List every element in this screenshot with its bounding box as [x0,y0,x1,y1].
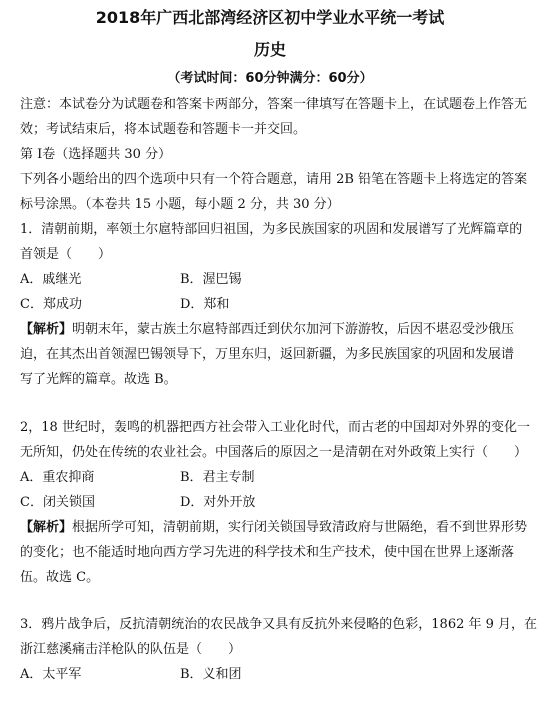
option-b: B．渥巴锡 [180,272,242,287]
exam-info: （考试时间：60分钟满分：60分） [167,71,373,86]
option-a: A．重农抑商 [20,470,95,485]
option-c: C．闭关锁国 [20,495,95,510]
section-instruction: 标号涂黑。（本卷共 15 小题，每小题 2 分，共 30 分） [20,197,340,212]
option-a: A．戚继光 [20,272,82,287]
analysis-label: 【解析】 [20,520,73,535]
option-d: D．郑和 [180,297,230,312]
section-title: 第 Ⅰ卷（选择题共 30 分） [20,147,172,162]
analysis-line [20,322,514,338]
option-d: D．对外开放 [180,495,256,510]
option-b: B．义和团 [180,667,242,682]
question-stem: 无所知，仍处在传统的农业社会。中国落后的原因之一是清朝在对外政策上实行（ ） [20,445,528,460]
question-stem: 2，18 世纪时，轰鸣的机器把西方社会带入工业化时代，而古老的中国却对外界的变化一 [20,420,530,435]
subject-title: 历史 [253,40,286,59]
section-instruction: 下列各小题给出的四个选项中只有一个符合题意，请用 2B 铅笔在答题卡上将选定的答案 [20,172,528,187]
analysis-label: 【解析】 [20,322,73,337]
analysis-line [20,520,527,536]
exam-title: 2018年广西北部湾经济区初中学业水平统一考试 [95,8,445,27]
analysis-line: 迫，在其杰出首领渥巴锡领导下，万里东归，返回新疆，为多民族国家的巩固和发展谱 [20,347,515,362]
analysis-line: 伍。故选 C。 [20,570,100,585]
question-stem: 首领是（ ） [20,247,112,262]
option-a: A．太平军 [20,667,82,682]
notice-line: 效；考试结束后，将本试题卷和答题卡一并交回。 [20,122,307,137]
analysis-line: 的变化；也不能适时地向西方学习先进的科学技术和生产技术，使中国在世界上逐渐落 [20,545,515,560]
question-stem: 3．鸦片战争后，反抗清朝统治的农民战争又具有反抗外来侵略的色彩，1862 年 9 月，在 [20,617,538,632]
option-c: C．郑成功 [20,297,82,312]
question-stem: 浙江慈溪痛击洋枪队的队伍是（ ） [20,642,242,657]
notice-line: 注意：本试卷分为试题卷和答案卡两部分，答案一律填写在答题卡上，在试题卷上作答无 [20,97,528,112]
question-stem: 1．清朝前期，率领土尔扈特部回归祖国，为多民族国家的巩固和发展谱写了光辉篇章的 [20,222,523,237]
analysis-text: 根据所学可知，清朝前期，实行闭关锁国导致清政府与世隔绝，看不到世界形势 [72,520,528,535]
option-b: B．君主专制 [180,470,255,485]
analysis-text: 明朝末年，蒙古族土尔扈特部西迁到伏尔加河下游游牧，后因不堪忍受沙俄压 [72,322,515,337]
analysis-line: 写了光辉的篇章。故选 B。 [20,372,177,387]
